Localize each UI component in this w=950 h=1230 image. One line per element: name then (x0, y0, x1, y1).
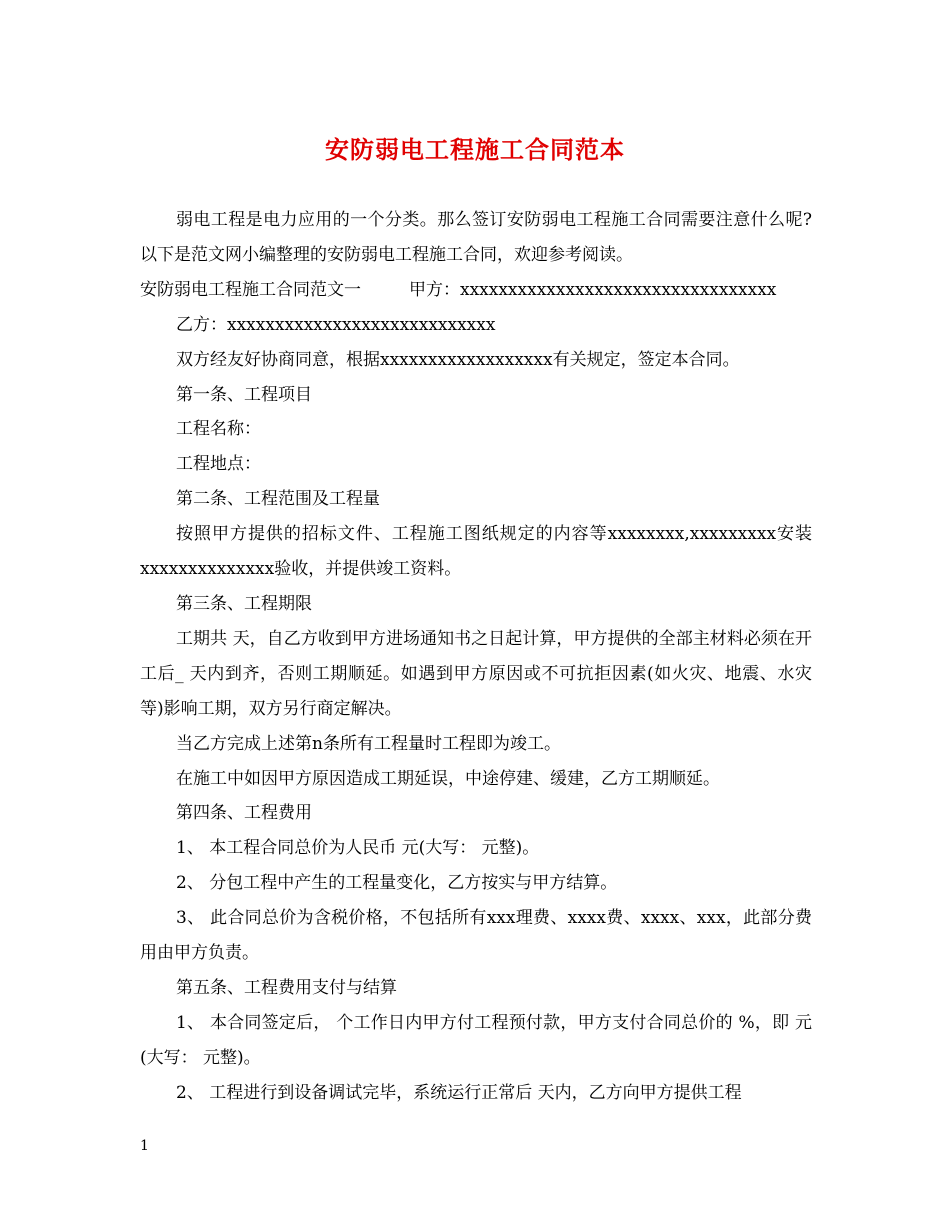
list-item: 1、 本合同签定后， 个工作日内甲方付工程预付款，甲方支付合同总价的 %，即 元(大写： 元整)。 (140, 1012, 812, 1068)
section-heading: 第三条、工程期限 (176, 593, 312, 614)
list-item: 1、 本工程合同总价为人民币 元(大写： 元整)。 (176, 838, 540, 859)
party-a: 甲方：xxxxxxxxxxxxxxxxxxxxxxxxxxxxxxxxx (409, 279, 777, 300)
party-b: 乙方：xxxxxxxxxxxxxxxxxxxxxxxxxxxx (176, 314, 496, 335)
paragraph: 工程地点： (176, 454, 261, 475)
list-item: 3、 此合同总价为含税价格，不包括所有xxx理费、xxxx费、xxxx、xxx，此部分费用由甲方负责。 (140, 908, 812, 964)
paragraph: 按照甲方提供的招标文件、工程施工图纸规定的内容等xxxxxxxx,xxxxxxxxx安装xxxxxxxxxxxxxx验收，并提供竣工资料。 (140, 524, 812, 580)
document-title: 安防弱电工程施工合同范本 (325, 135, 625, 164)
section-heading: 第一条、工程项目 (176, 384, 312, 405)
section-heading: 第四条、工程费用 (176, 803, 312, 824)
sample-heading-line (140, 273, 812, 308)
document-body (140, 203, 812, 1111)
page-number: 1 (140, 1138, 149, 1154)
section-heading: 第二条、工程范围及工程量 (176, 489, 380, 510)
list-item: 2、 工程进行到设备调试完毕，系统运行正常后 天内，乙方向甲方提供工程 (176, 1082, 742, 1103)
list-item: 2、 分包工程中产生的工程量变化，乙方按实与甲方结算。 (176, 873, 618, 894)
paragraph: 工程名称： (176, 419, 261, 440)
sample-heading: 安防弱电工程施工合同范文一 (140, 279, 361, 300)
intro-paragraph: 弱电工程是电力应用的一个分类。那么签订安防弱电工程施工合同需要注意什么呢?以下是范文网小编整理的安防弱电工程施工合同，欢迎参考阅读。 (140, 210, 812, 265)
paragraph: 工期共 天，自乙方收到甲方进场通知书之日起计算，甲方提供的全部主材料必须在开工后_ 天内到齐，否则工期顺延。如遇到甲方原因或不可抗拒因素(如火灾、地震、水灾等)影响工期，双方另行商定解决。 (140, 628, 812, 719)
section-heading: 第五条、工程费用支付与结算 (176, 977, 397, 998)
paragraph: 双方经友好协商同意，根据xxxxxxxxxxxxxxxxxx有关规定，签定本合同。 (176, 349, 740, 370)
paragraph: 当乙方完成上述第n条所有工程量时工程即为竣工。 (176, 733, 561, 754)
paragraph: 在施工中如因甲方原因造成工期延误，中途停建、缓建，乙方工期顺延。 (176, 768, 720, 789)
